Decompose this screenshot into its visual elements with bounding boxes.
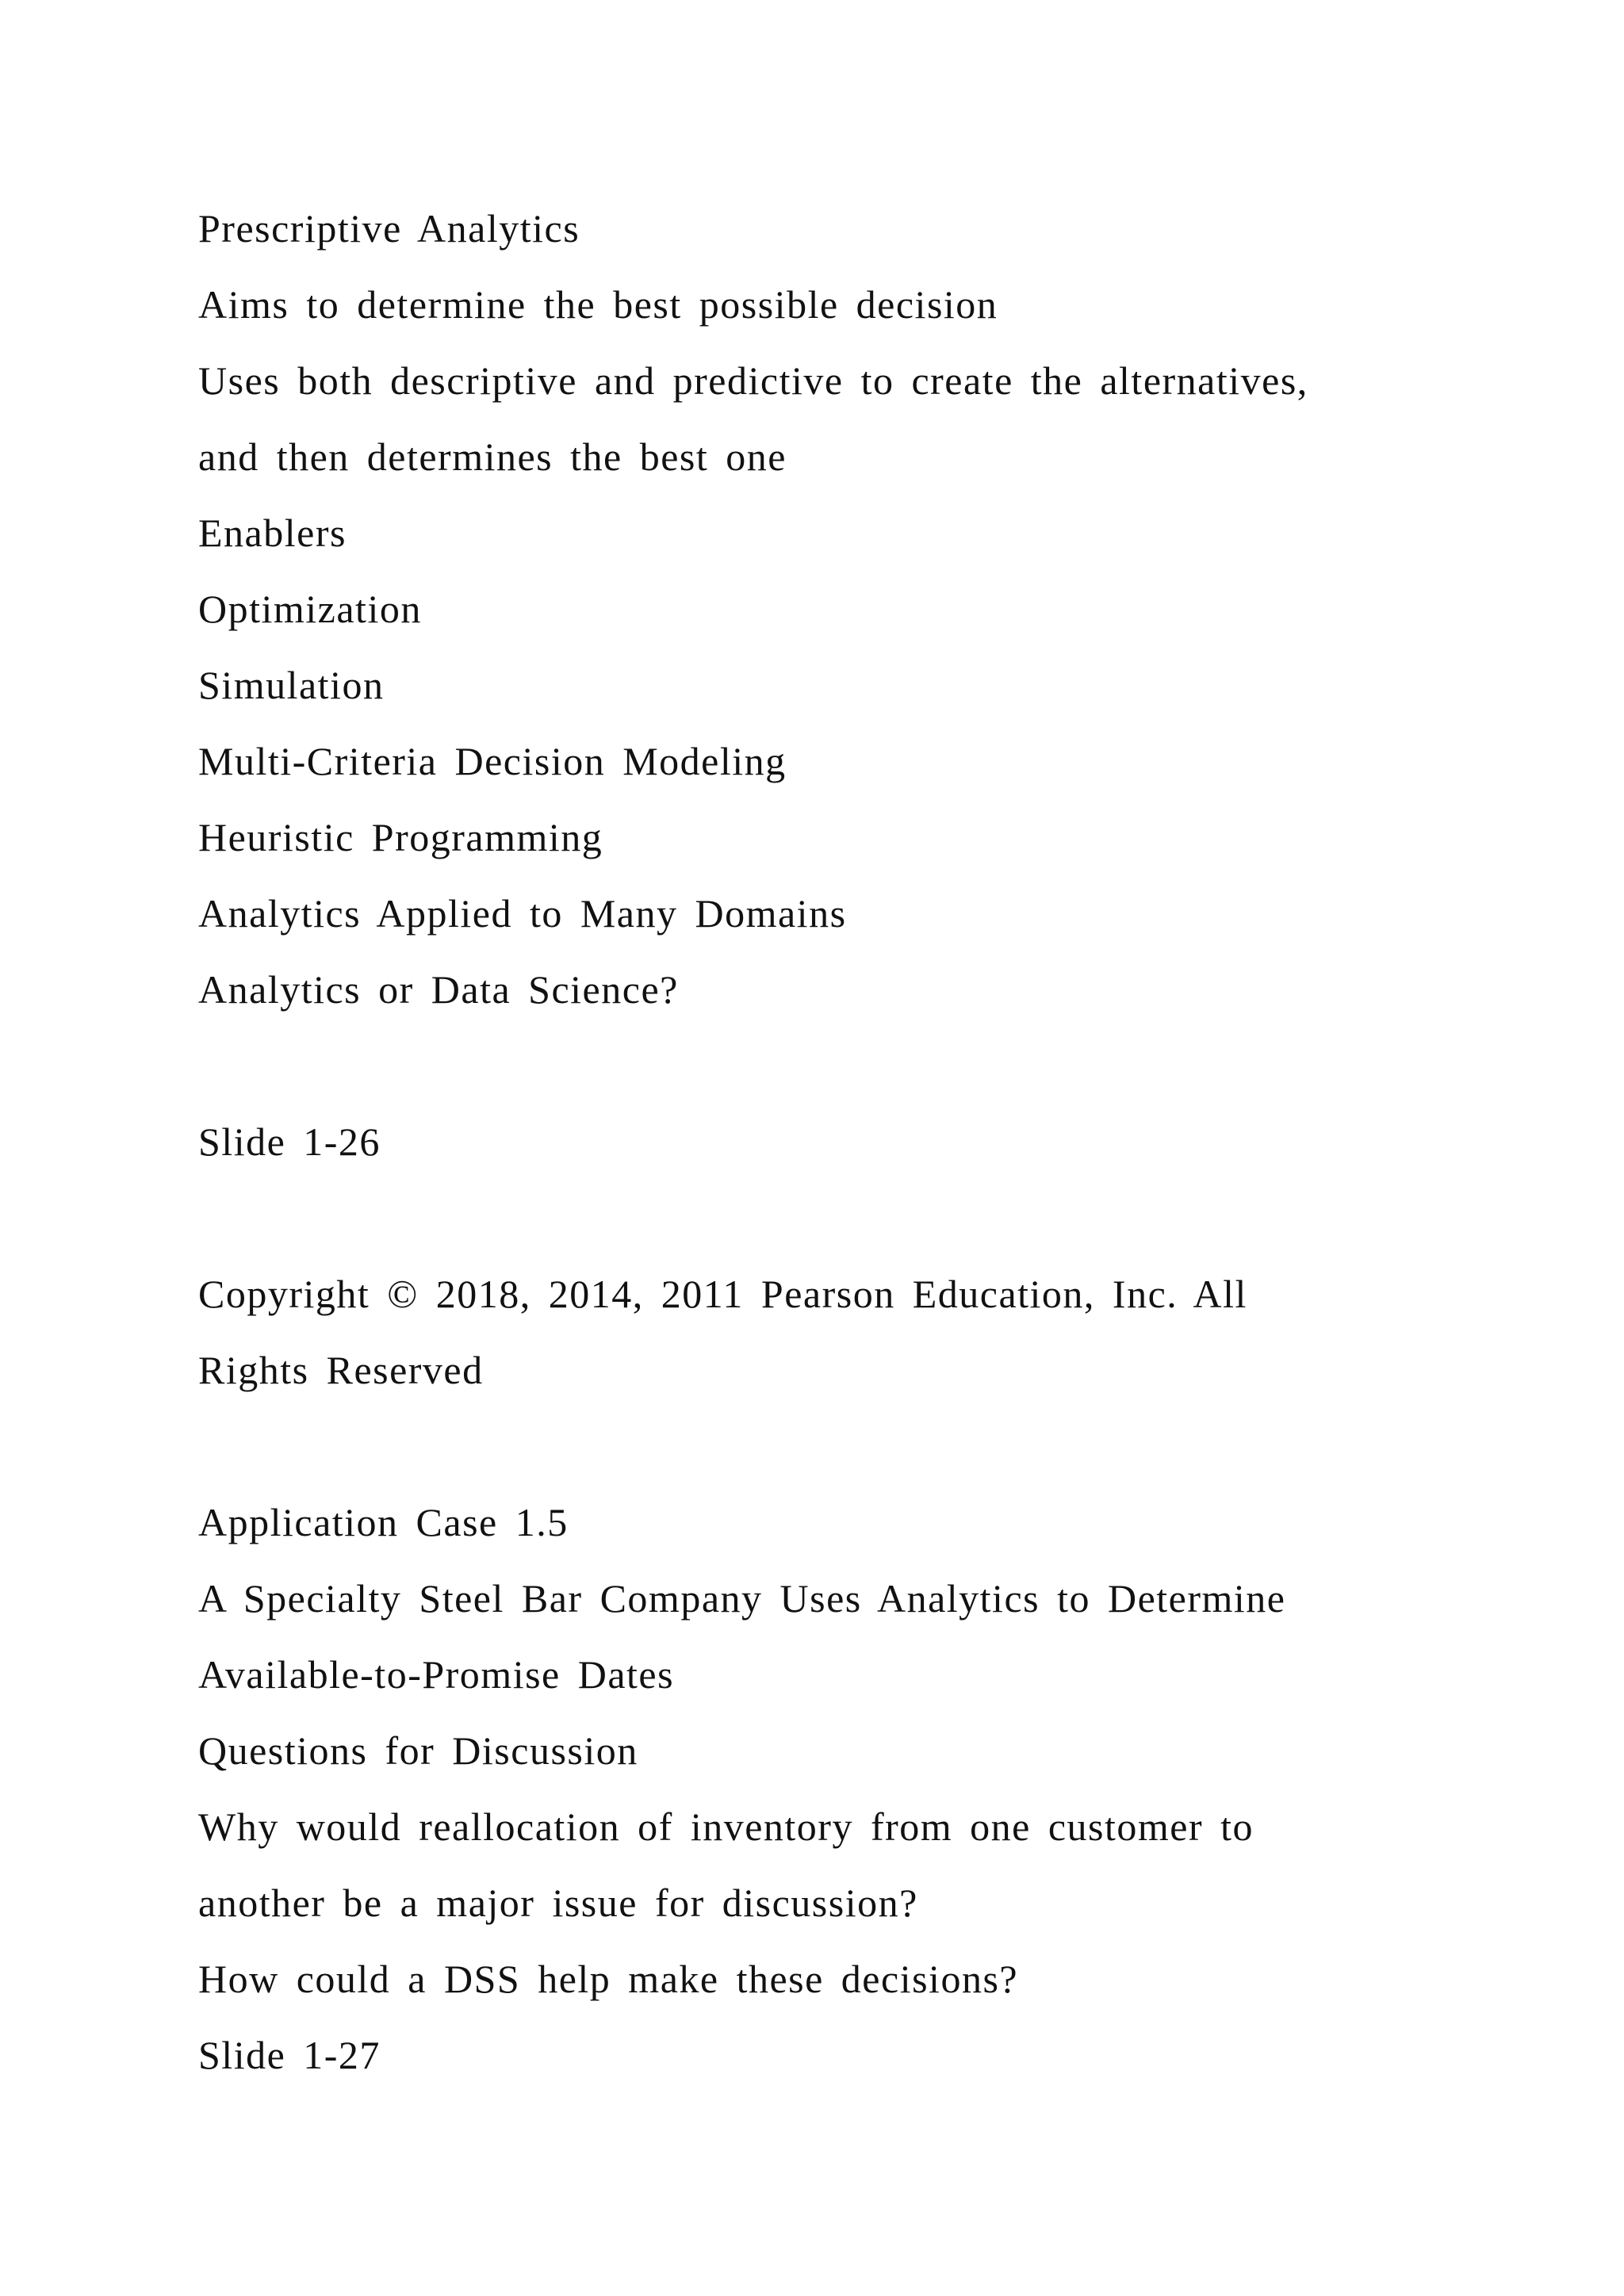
text-line: How could a DSS help make these decisions?: [198, 1957, 1019, 2001]
copyright-line: Copyright © 2018, 2014, 2011 Pearson Education, Inc. All: [198, 1272, 1247, 1316]
document-body: [198, 190, 1467, 2093]
text-line: Why would reallocation of inventory from one customer to: [198, 1804, 1254, 1849]
text-line-enablers: Enablers: [198, 511, 347, 555]
blank-line: [198, 1027, 1467, 1104]
text-line: Aims to determine the best possible decision: [198, 282, 998, 327]
text-line: another be a major issue for discussion?: [198, 1881, 918, 1925]
copyright-line: Rights Reserved: [198, 1348, 484, 1392]
text-line: Available-to-Promise Dates: [198, 1652, 675, 1697]
text-line: Simulation: [198, 663, 385, 707]
slide-number: Slide 1-26: [198, 1119, 381, 1164]
section-title-prescriptive-analytics: Prescriptive Analytics: [198, 206, 580, 251]
text-line: Questions for Discussion: [198, 1728, 638, 1773]
text-line: A Specialty Steel Bar Company Uses Analytics to Determine: [198, 1576, 1286, 1621]
text-line: and then determines the best one: [198, 434, 787, 479]
blank-line: [198, 1408, 1467, 1484]
section-title-application-case: Application Case 1.5: [198, 1500, 569, 1544]
blank-line: [198, 1180, 1467, 1256]
text-line: Analytics or Data Science?: [198, 967, 679, 1012]
text-line: Heuristic Programming: [198, 815, 603, 859]
slide-number: Slide 1-27: [198, 2033, 381, 2077]
text-line: Analytics Applied to Many Domains: [198, 891, 847, 936]
text-line: Optimization: [198, 587, 422, 631]
text-line: Multi-Criteria Decision Modeling: [198, 739, 787, 783]
text-line: Uses both descriptive and predictive to create the alternatives,: [198, 358, 1308, 403]
